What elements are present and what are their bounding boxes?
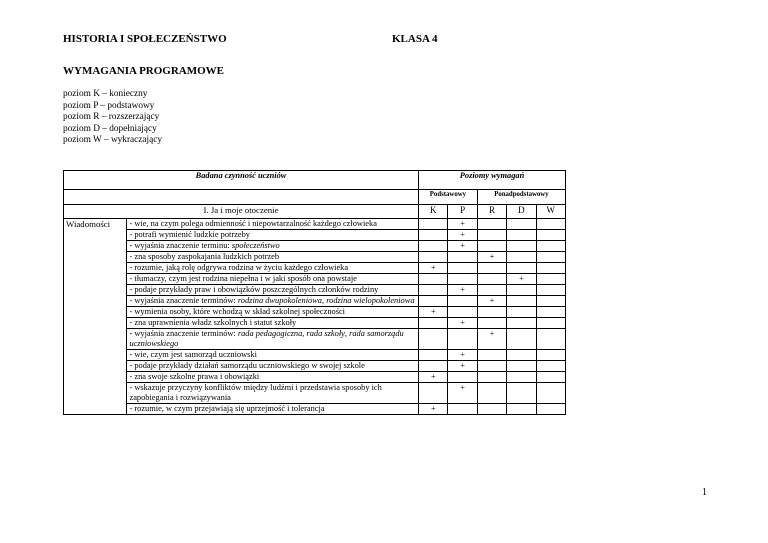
level-mark-w <box>536 383 565 404</box>
level-mark-k <box>419 241 448 252</box>
level-mark-r <box>477 219 506 230</box>
level-mark-k: + <box>419 372 448 383</box>
level-mark-d <box>507 285 536 296</box>
legend-item: poziom W – wykraczający <box>63 135 163 146</box>
level-mark-p <box>448 404 477 415</box>
levels-legend <box>63 89 162 147</box>
level-mark-r <box>477 230 506 241</box>
level-mark-r <box>477 383 506 404</box>
level-p-label: P <box>448 205 477 219</box>
requirement-row <box>64 296 566 307</box>
level-mark-d <box>507 350 536 361</box>
legend-item: poziom K – konieczny <box>63 89 148 99</box>
level-mark-r <box>477 404 506 415</box>
level-mark-d <box>507 230 536 241</box>
requirement-text: - tłumaczy, czym jest rodzina niepełna i w jaki sposób ona powstaje <box>127 274 419 285</box>
level-mark-p: + <box>448 361 477 372</box>
level-mark-r <box>477 350 506 361</box>
level-mark-p: + <box>448 241 477 252</box>
level-mark-k <box>419 285 448 296</box>
level-mark-p: + <box>448 350 477 361</box>
level-mark-k: + <box>419 404 448 415</box>
level-w-label: W <box>536 205 565 219</box>
level-mark-r: + <box>477 252 506 263</box>
level-mark-w <box>536 307 565 318</box>
requirement-row <box>64 329 566 350</box>
requirement-text: - zna swoje szkolne prawa i obowiązki <box>127 372 419 383</box>
requirement-row <box>64 219 566 230</box>
requirement-row <box>64 241 566 252</box>
level-mark-k <box>419 230 448 241</box>
requirement-row <box>64 350 566 361</box>
legend-item: poziom R – rozszerzający <box>63 112 160 123</box>
level-mark-d: + <box>507 274 536 285</box>
level-d-label: D <box>507 205 536 219</box>
level-mark-k: + <box>419 263 448 274</box>
requirement-row <box>64 274 566 285</box>
level-mark-w <box>536 350 565 361</box>
level-mark-r <box>477 318 506 329</box>
requirement-text: - zna sposoby zaspokajania ludzkich potrzeb <box>127 252 419 263</box>
header-advanced: Ponadpodstawowy <box>477 190 565 205</box>
level-mark-d <box>507 372 536 383</box>
requirement-text: - wie, na czym polega odmienność i niepowtarzalność każdego człowieka <box>127 219 419 230</box>
level-mark-k <box>419 383 448 404</box>
level-mark-k <box>419 350 448 361</box>
document-subject: HISTORIA I SPOŁECZEŃSTWO <box>63 33 227 45</box>
requirement-row <box>64 404 566 415</box>
requirement-text: - wyjaśnia znaczenie terminów: rada pedagogiczna, rada szkoły, rada samorządu uczniowskiego <box>127 329 419 350</box>
level-mark-d <box>507 296 536 307</box>
level-mark-k <box>419 329 448 350</box>
header-levels: Poziomy wymagań <box>419 171 566 190</box>
level-mark-w <box>536 404 565 415</box>
header-activity: Badana czynność uczniów <box>64 171 419 190</box>
requirement-row <box>64 361 566 372</box>
requirement-row <box>64 372 566 383</box>
legend-item: poziom P – podstawowy <box>63 100 155 111</box>
header-spacer <box>64 190 419 205</box>
level-mark-k <box>419 361 448 372</box>
level-mark-r <box>477 361 506 372</box>
level-mark-p: + <box>448 318 477 329</box>
level-mark-k: + <box>419 307 448 318</box>
level-mark-p <box>448 263 477 274</box>
level-mark-w <box>536 274 565 285</box>
level-mark-p <box>448 372 477 383</box>
level-mark-p: + <box>448 230 477 241</box>
requirement-row <box>64 318 566 329</box>
level-mark-p <box>448 296 477 307</box>
requirement-text: - wskazuje przyczyny konfliktów między ludźmi i przedstawia sposoby ich zapobiegania i rozwiązywania <box>127 383 419 404</box>
level-mark-w <box>536 219 565 230</box>
level-mark-p: + <box>448 383 477 404</box>
level-mark-d <box>507 318 536 329</box>
level-mark-w <box>536 230 565 241</box>
requirement-text: - zna uprawnienia władz szkolnych i statut szkoły <box>127 318 419 329</box>
level-k-label: K <box>419 205 448 219</box>
level-mark-d <box>507 219 536 230</box>
level-mark-r <box>477 285 506 296</box>
level-mark-r <box>477 274 506 285</box>
section-title: WYMAGANIA PROGRAMOWE <box>63 65 225 77</box>
section-heading: I. Ja i moje otoczenie <box>64 205 419 219</box>
page-number: 1 <box>702 487 707 498</box>
level-r-label: R <box>477 205 506 219</box>
level-mark-d <box>507 361 536 372</box>
level-mark-k <box>419 274 448 285</box>
level-mark-r <box>477 263 506 274</box>
level-mark-r <box>477 372 506 383</box>
level-mark-w <box>536 329 565 350</box>
level-mark-k <box>419 318 448 329</box>
level-mark-d <box>507 252 536 263</box>
level-mark-r: + <box>477 296 506 307</box>
requirement-row <box>64 383 566 404</box>
requirement-text: - wyjaśnia znaczenie terminu: społeczeństwo <box>127 241 419 252</box>
level-mark-r <box>477 307 506 318</box>
document-grade: KLASA 4 <box>392 33 438 45</box>
level-mark-p <box>448 252 477 263</box>
legend-item: poziom D – dopełniający <box>63 123 157 134</box>
level-mark-k <box>419 252 448 263</box>
requirement-row <box>64 285 566 296</box>
level-mark-w <box>536 361 565 372</box>
level-mark-k <box>419 219 448 230</box>
level-mark-w <box>536 241 565 252</box>
requirement-row <box>64 230 566 241</box>
level-mark-w <box>536 263 565 274</box>
requirement-text: - podaje przykłady praw i obowiązków poszczególnych członków rodziny <box>127 285 419 296</box>
requirement-text: - wyjaśnia znaczenie terminów: rodzina dwupokoleniowa, rodzina wielopokoleniowa <box>127 296 419 307</box>
level-mark-r: + <box>477 329 506 350</box>
level-mark-d <box>507 307 536 318</box>
requirement-text: - wie, czym jest samorząd uczniowski <box>127 350 419 361</box>
level-mark-p <box>448 274 477 285</box>
requirement-text: - rozumie, w czym przejawiają się uprzejmość i tolerancja <box>127 404 419 415</box>
level-mark-r <box>477 241 506 252</box>
level-mark-p <box>448 329 477 350</box>
requirements-table <box>63 170 566 415</box>
level-mark-d <box>507 383 536 404</box>
level-mark-w <box>536 252 565 263</box>
level-mark-p: + <box>448 285 477 296</box>
category-label: Wiadomości <box>64 219 127 415</box>
level-mark-d <box>507 329 536 350</box>
level-mark-w <box>536 285 565 296</box>
requirement-text: - wymienia osoby, które wchodzą w skład szkolnej społeczności <box>127 307 419 318</box>
requirement-text: - rozumie, jaką rolę odgrywa rodzina w życiu każdego człowieka <box>127 263 419 274</box>
header-basic: Podstawowy <box>419 190 478 205</box>
requirement-text: - podaje przykłady działań samorządu uczniowskiego w swojej szkole <box>127 361 419 372</box>
requirement-row <box>64 307 566 318</box>
level-mark-p: + <box>448 219 477 230</box>
requirement-text: - potrafi wymienić ludzkie potrzeby <box>127 230 419 241</box>
level-mark-k <box>419 296 448 307</box>
requirement-row <box>64 263 566 274</box>
level-mark-w <box>536 318 565 329</box>
level-mark-p <box>448 307 477 318</box>
level-mark-d <box>507 263 536 274</box>
level-mark-w <box>536 372 565 383</box>
level-mark-d <box>507 241 536 252</box>
level-mark-d <box>507 404 536 415</box>
level-mark-w <box>536 296 565 307</box>
requirement-row <box>64 252 566 263</box>
